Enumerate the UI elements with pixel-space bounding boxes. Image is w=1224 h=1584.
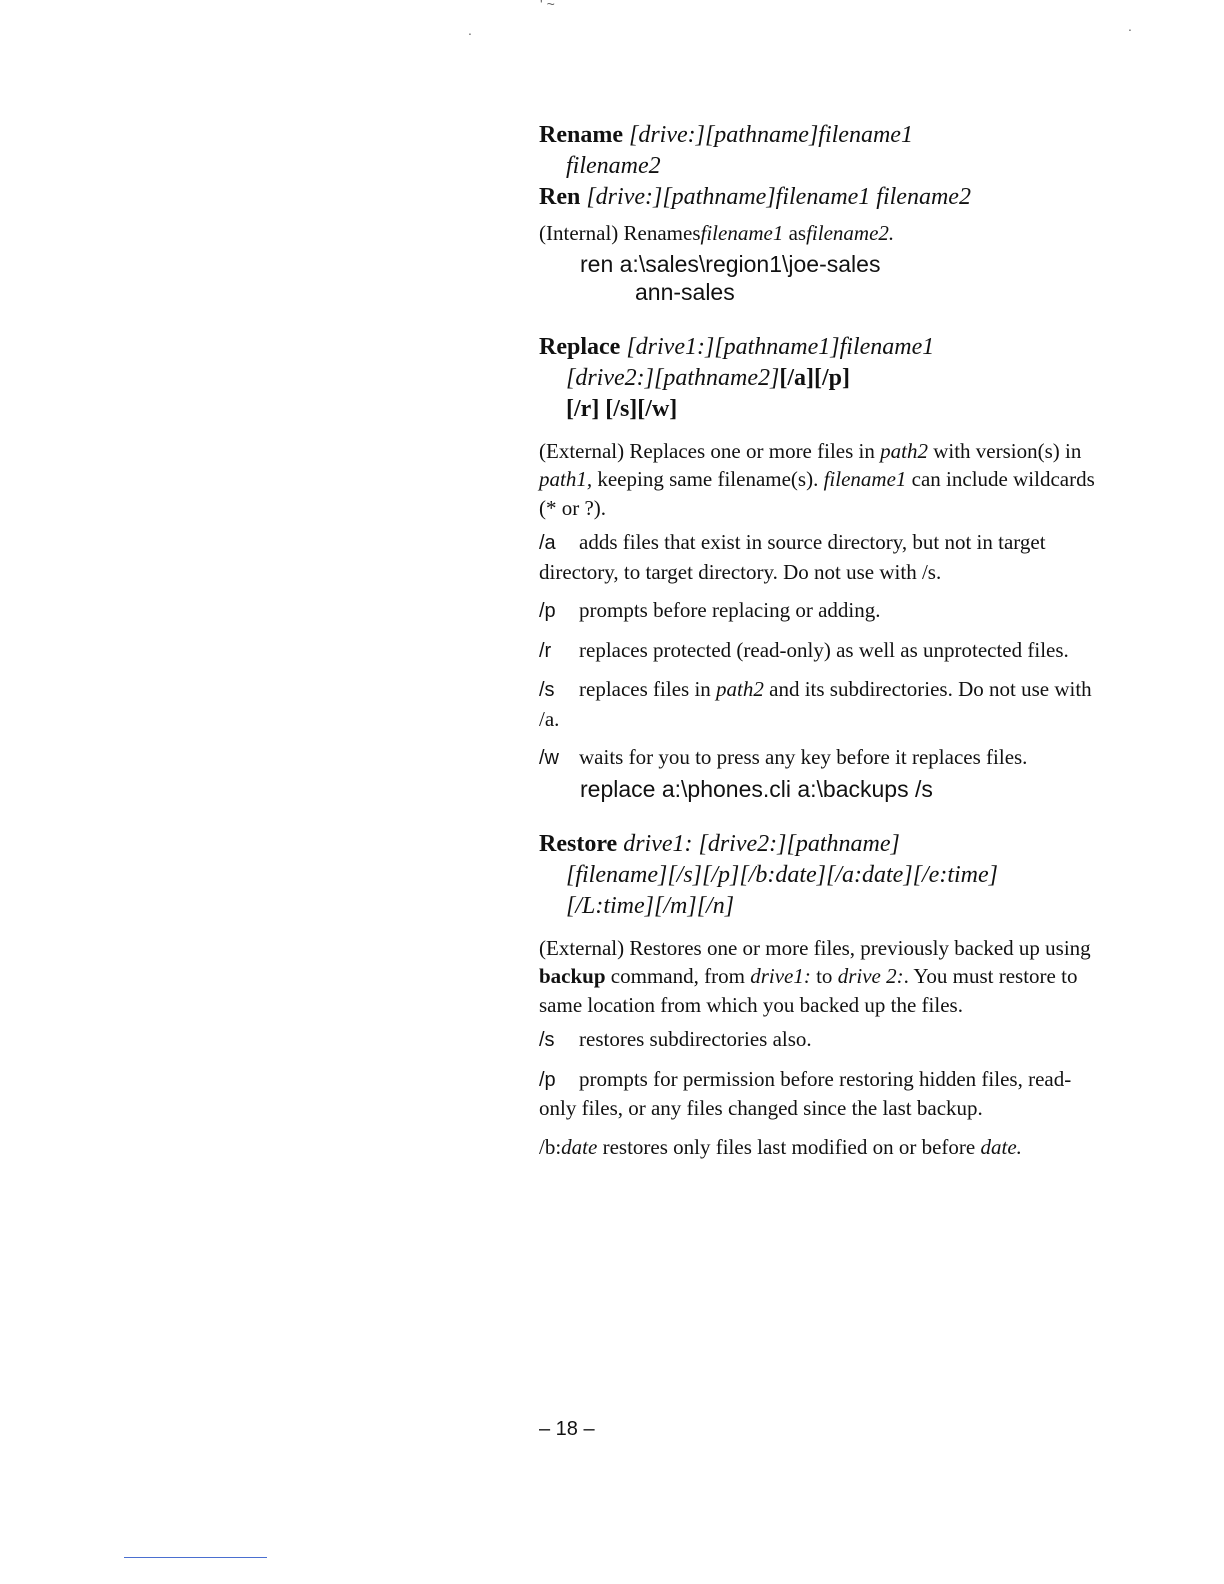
rename-example: [580, 250, 1099, 306]
option-italic: date.: [980, 1134, 1022, 1159]
option-text: restores only files last modified on or before: [602, 1134, 976, 1159]
command-name: Ren: [539, 184, 581, 210]
desc-bold: backup: [539, 964, 606, 988]
option-switch: /w: [539, 747, 559, 769]
replace-description: [539, 437, 1099, 523]
option-text: waits for you to press any key before it replaces files.: [579, 745, 1028, 769]
syntax-opts: [/a][/p]: [779, 364, 850, 391]
content-column: [539, 120, 1099, 1161]
option-italic: date: [561, 1134, 598, 1159]
replace-option-s: [539, 675, 1099, 733]
desc-italic: path2: [880, 438, 928, 463]
option-text: adds files that exist in source directory, but not in target directory, to target directory. Do not use with /s.: [539, 530, 1046, 584]
syntax-args: [drive:][pathname]filename1 filename2: [586, 184, 971, 210]
option-text: and its subdirectories. Do not use with /a.: [539, 677, 1092, 731]
option-text: replaces protected (read-only) as well as unprotected files.: [579, 637, 1069, 662]
desc-text: with version(s) in: [933, 438, 1082, 463]
syntax-args: filename2: [566, 153, 661, 179]
syntax-opts: [/r] [/s][/w]: [566, 395, 678, 422]
option-switch: /s: [539, 679, 555, 701]
desc-italic: filename1: [823, 467, 907, 491]
scan-dot: .: [1128, 18, 1132, 34]
restore-option-p: [539, 1065, 1099, 1123]
desc-italic: filename1: [700, 221, 784, 245]
rename-description: [539, 219, 1099, 248]
option-switch: /a: [539, 532, 556, 554]
command-name: Rename: [539, 122, 623, 148]
restore-option-s: [539, 1025, 1099, 1055]
desc-italic: path1,: [539, 467, 593, 491]
example-line: replace a:\phones.cli a:\backups /s: [580, 775, 933, 802]
restore-description: [539, 934, 1099, 1020]
scan-mark: ' ~: [540, 0, 555, 12]
replace-syntax: [539, 332, 1099, 425]
scan-dot: .: [468, 22, 472, 38]
desc-italic: drive 2:: [837, 964, 904, 988]
syntax-args: [drive2:][pathname]: [698, 830, 900, 857]
replace-option-r: [539, 636, 1099, 666]
ren-syntax: [539, 182, 1099, 213]
desc-text: (Internal) Renames: [539, 221, 701, 245]
desc-text: as: [788, 221, 807, 245]
syntax-args: [filename][/s][/p][/b:date][/a:date][/e:time]: [566, 861, 998, 888]
command-name: Restore: [539, 830, 618, 857]
option-text: restores subdirectories also.: [579, 1027, 812, 1051]
syntax-args: [drive1:][pathname1]filename1: [626, 333, 935, 360]
scan-underline: [124, 1557, 267, 1558]
rename-syntax: [539, 120, 1099, 182]
replace-option-p: [539, 596, 1099, 626]
option-text: prompts for permission before restoring hidden files, read-only files, or any files changed since the last backup.: [539, 1066, 1072, 1120]
option-text: prompts before replacing or adding.: [579, 598, 881, 622]
desc-text: command, from: [610, 964, 745, 988]
option-switch: /r: [539, 639, 552, 662]
syntax-args: [drive2:][pathname2]: [566, 364, 780, 391]
desc-text: (External) Restores one or more files, previously backed up using: [539, 935, 1091, 960]
replace-option-w: [539, 743, 1099, 773]
restore-syntax: [539, 829, 1099, 922]
option-switch: /b:: [539, 1134, 562, 1159]
example-line: ren a:\sales\region1\joe-sales: [580, 250, 881, 277]
restore-option-b: [539, 1133, 1099, 1162]
option-text: replaces files in: [579, 677, 711, 701]
desc-text: keeping same filename(s).: [597, 467, 819, 491]
option-switch: /p: [539, 600, 556, 622]
option-switch: /p: [539, 1068, 556, 1091]
desc-text: (External) Replaces one or more files in: [539, 438, 875, 463]
option-switch: /s: [539, 1029, 555, 1051]
page-number: – 18 –: [539, 1418, 595, 1440]
desc-text: can include wildcards (* or ?).: [539, 467, 1095, 520]
desc-italic: filename2.: [806, 221, 895, 245]
desc-italic: drive1:: [750, 964, 811, 988]
syntax-args: [drive:][pathname]filename1: [628, 122, 913, 148]
replace-option-a: [539, 528, 1099, 586]
syntax-args: [/L:time][/m][/n]: [566, 892, 735, 919]
syntax-args: drive1:: [623, 830, 693, 857]
example-line: ann-sales: [635, 278, 735, 305]
command-name: Replace: [539, 333, 621, 360]
option-italic: path2: [716, 677, 764, 701]
replace-example: [580, 775, 1099, 803]
desc-text: to: [816, 964, 833, 988]
desc-text: . You must restore to same location from which you backed up the files.: [539, 964, 1078, 1017]
